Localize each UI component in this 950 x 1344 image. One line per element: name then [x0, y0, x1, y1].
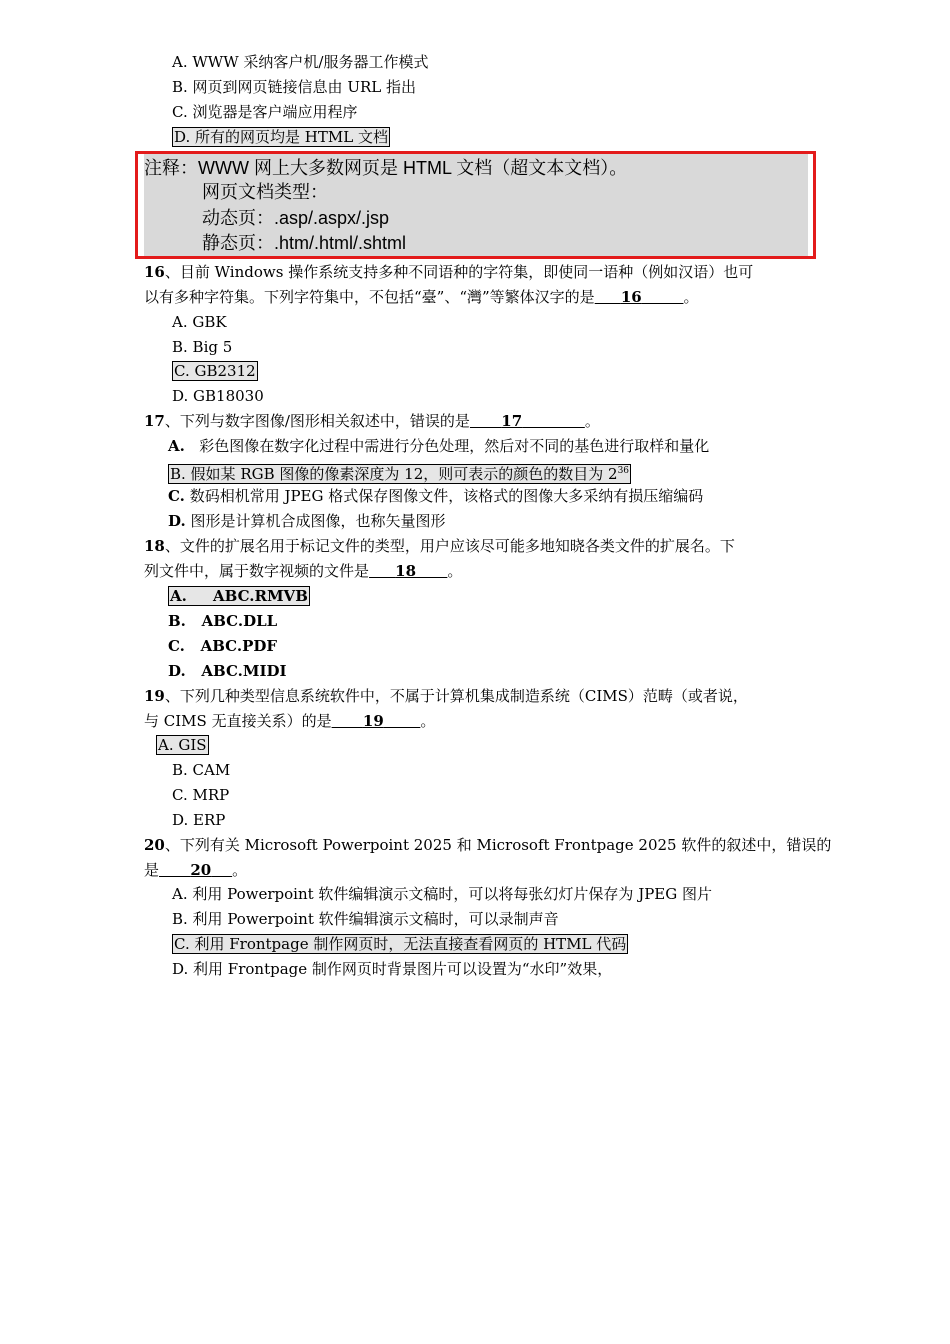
q15-option-b: B. 网页到网页链接信息由 URL 指出: [172, 78, 416, 96]
q17-option-c: C. 数码相机常用 JPEG 格式保存图像文件，该格式的图像大多采纳有损压缩编码: [168, 487, 704, 505]
q20-stem-line-2: 是 20 。: [144, 861, 248, 879]
q16-text-b: 以有多种字符集。下列字符集中，不包括“臺”、“灣”等繁体汉字的是: [144, 288, 595, 306]
note-static-value: .htm/.html/.shtml: [274, 233, 407, 253]
q16-answer-box: C. GB2312: [174, 362, 256, 380]
q18-option-a: [168, 586, 310, 606]
q19-stem-line-1: 19、下列几种类型信息系统软件中，不属于计算机集成制造系统（CIMS）范畴（或者说，: [144, 687, 748, 705]
q20-answer-box: C. 利用 Frontpage 制作网页时，无法直接查看网页的 HTML 代码: [174, 935, 627, 953]
q15-option-a: A. WWW 采纳客户机/服务器工作模式: [172, 53, 429, 71]
q18-answer-box: A. ABC.RMVB: [170, 587, 308, 605]
q20-option-d: D. 利用 Frontpage 制作网页时背景图片可以设置为“水印”效果，: [172, 960, 613, 978]
q19-answer-box: A. GIS: [158, 736, 207, 754]
note-highlight-box: [135, 151, 816, 259]
q15-option-d: [172, 127, 390, 147]
note-line-2: 网页文档类型：: [202, 182, 328, 203]
note-static-label: 静态页：: [202, 233, 274, 254]
q20-option-a: A. 利用 Powerpoint 软件编辑演示文稿时，可以将每张幻灯片保存为 JPEG 图片: [172, 885, 713, 903]
q19-option-a: [156, 735, 209, 755]
q16-option-a: A. GBK: [172, 313, 227, 331]
note-line-1: [144, 156, 627, 181]
q18-stem-line-2: 列文件中，属于数字视频的文件是 18 。: [144, 562, 463, 580]
q16-option-d: D. GB18030: [172, 387, 264, 405]
q17-number: 17: [144, 412, 165, 430]
q18-option-c: C. ABC.PDF: [168, 637, 278, 655]
q18-blank: 18: [395, 562, 417, 580]
q16-option-b: B. Big 5: [172, 338, 233, 356]
q20-option-c: [172, 934, 628, 954]
q17-option-d: D. 图形是计算机合成图像，也称矢量图形: [168, 512, 446, 530]
q20-number: 20: [144, 836, 165, 854]
note-line-3: [202, 206, 389, 231]
q16-blank: 16: [620, 288, 642, 306]
q17-blank: 17: [501, 412, 523, 430]
q18-option-b: B. ABC.DLL: [168, 612, 278, 630]
note-line-4: [202, 231, 406, 256]
q19-option-b: B. CAM: [172, 761, 231, 779]
q19-blank: 19: [362, 712, 384, 730]
q17-stem: 17、下列与数字图像/图形相关叙述中，错误的是 17 。: [144, 412, 600, 430]
q15-answer-box: D. 所有的网页均是 HTML 文档: [174, 128, 388, 146]
q19-number: 19: [144, 687, 165, 705]
q16-text-a: 、目前 Windows 操作系统支持多种不同语种的字符集，即使同一语种（例如汉语）也可: [164, 263, 754, 281]
q18-option-d: D. ABC.MIDI: [168, 662, 287, 680]
note-label: 注释：: [144, 158, 198, 179]
q15-option-c: C. 浏览器是客户端应用程序: [172, 103, 358, 121]
note-text-1: WWW 网上大多数网页是 HTML 文档（超文本文档）。: [198, 158, 628, 178]
q17-answer-box: B. 假如某 RGB 图像的像素深度为 12，则可表示的颜色的数目为 $2^{36}$: [170, 465, 630, 483]
note-dynamic-value: .asp/.aspx/.jsp: [274, 208, 390, 228]
q19-stem-line-2: 与 CIMS 无直接关系）的是 19 。: [144, 712, 436, 730]
q18-stem-line-1: 18、文件的扩展名用于标记文件的类型，用户应该尽可能多地知晓各类文件的扩展名。下: [144, 537, 735, 555]
q18-number: 18: [144, 537, 165, 555]
q19-option-c: C. MRP: [172, 786, 230, 804]
q19-option-d: D. ERP: [172, 811, 226, 829]
q16-number: 16: [144, 263, 165, 281]
q17-option-b: [168, 461, 631, 481]
q16-option-c: [172, 361, 258, 381]
q17-option-a: A. 彩色图像在数字化过程中需进行分色处理，然后对不同的基色进行取样和量化: [168, 437, 710, 455]
note-dynamic-label: 动态页：: [202, 208, 274, 229]
q16-stem-line-1: [144, 262, 753, 282]
q20-option-b: B. 利用 Powerpoint 软件编辑演示文稿时，可以录制声音: [172, 910, 559, 928]
q20-stem-line-1: 20、下列有关 Microsoft Powerpoint 2025 和 Microsoft Frontpage 2025 软件的叙述中，错误的: [144, 836, 832, 854]
q16-stem-line-2: 以有多种字符集。下列字符集中，不包括“臺”、“灣”等繁体汉字的是 16 。: [144, 288, 699, 306]
q20-blank: 20: [190, 861, 212, 879]
